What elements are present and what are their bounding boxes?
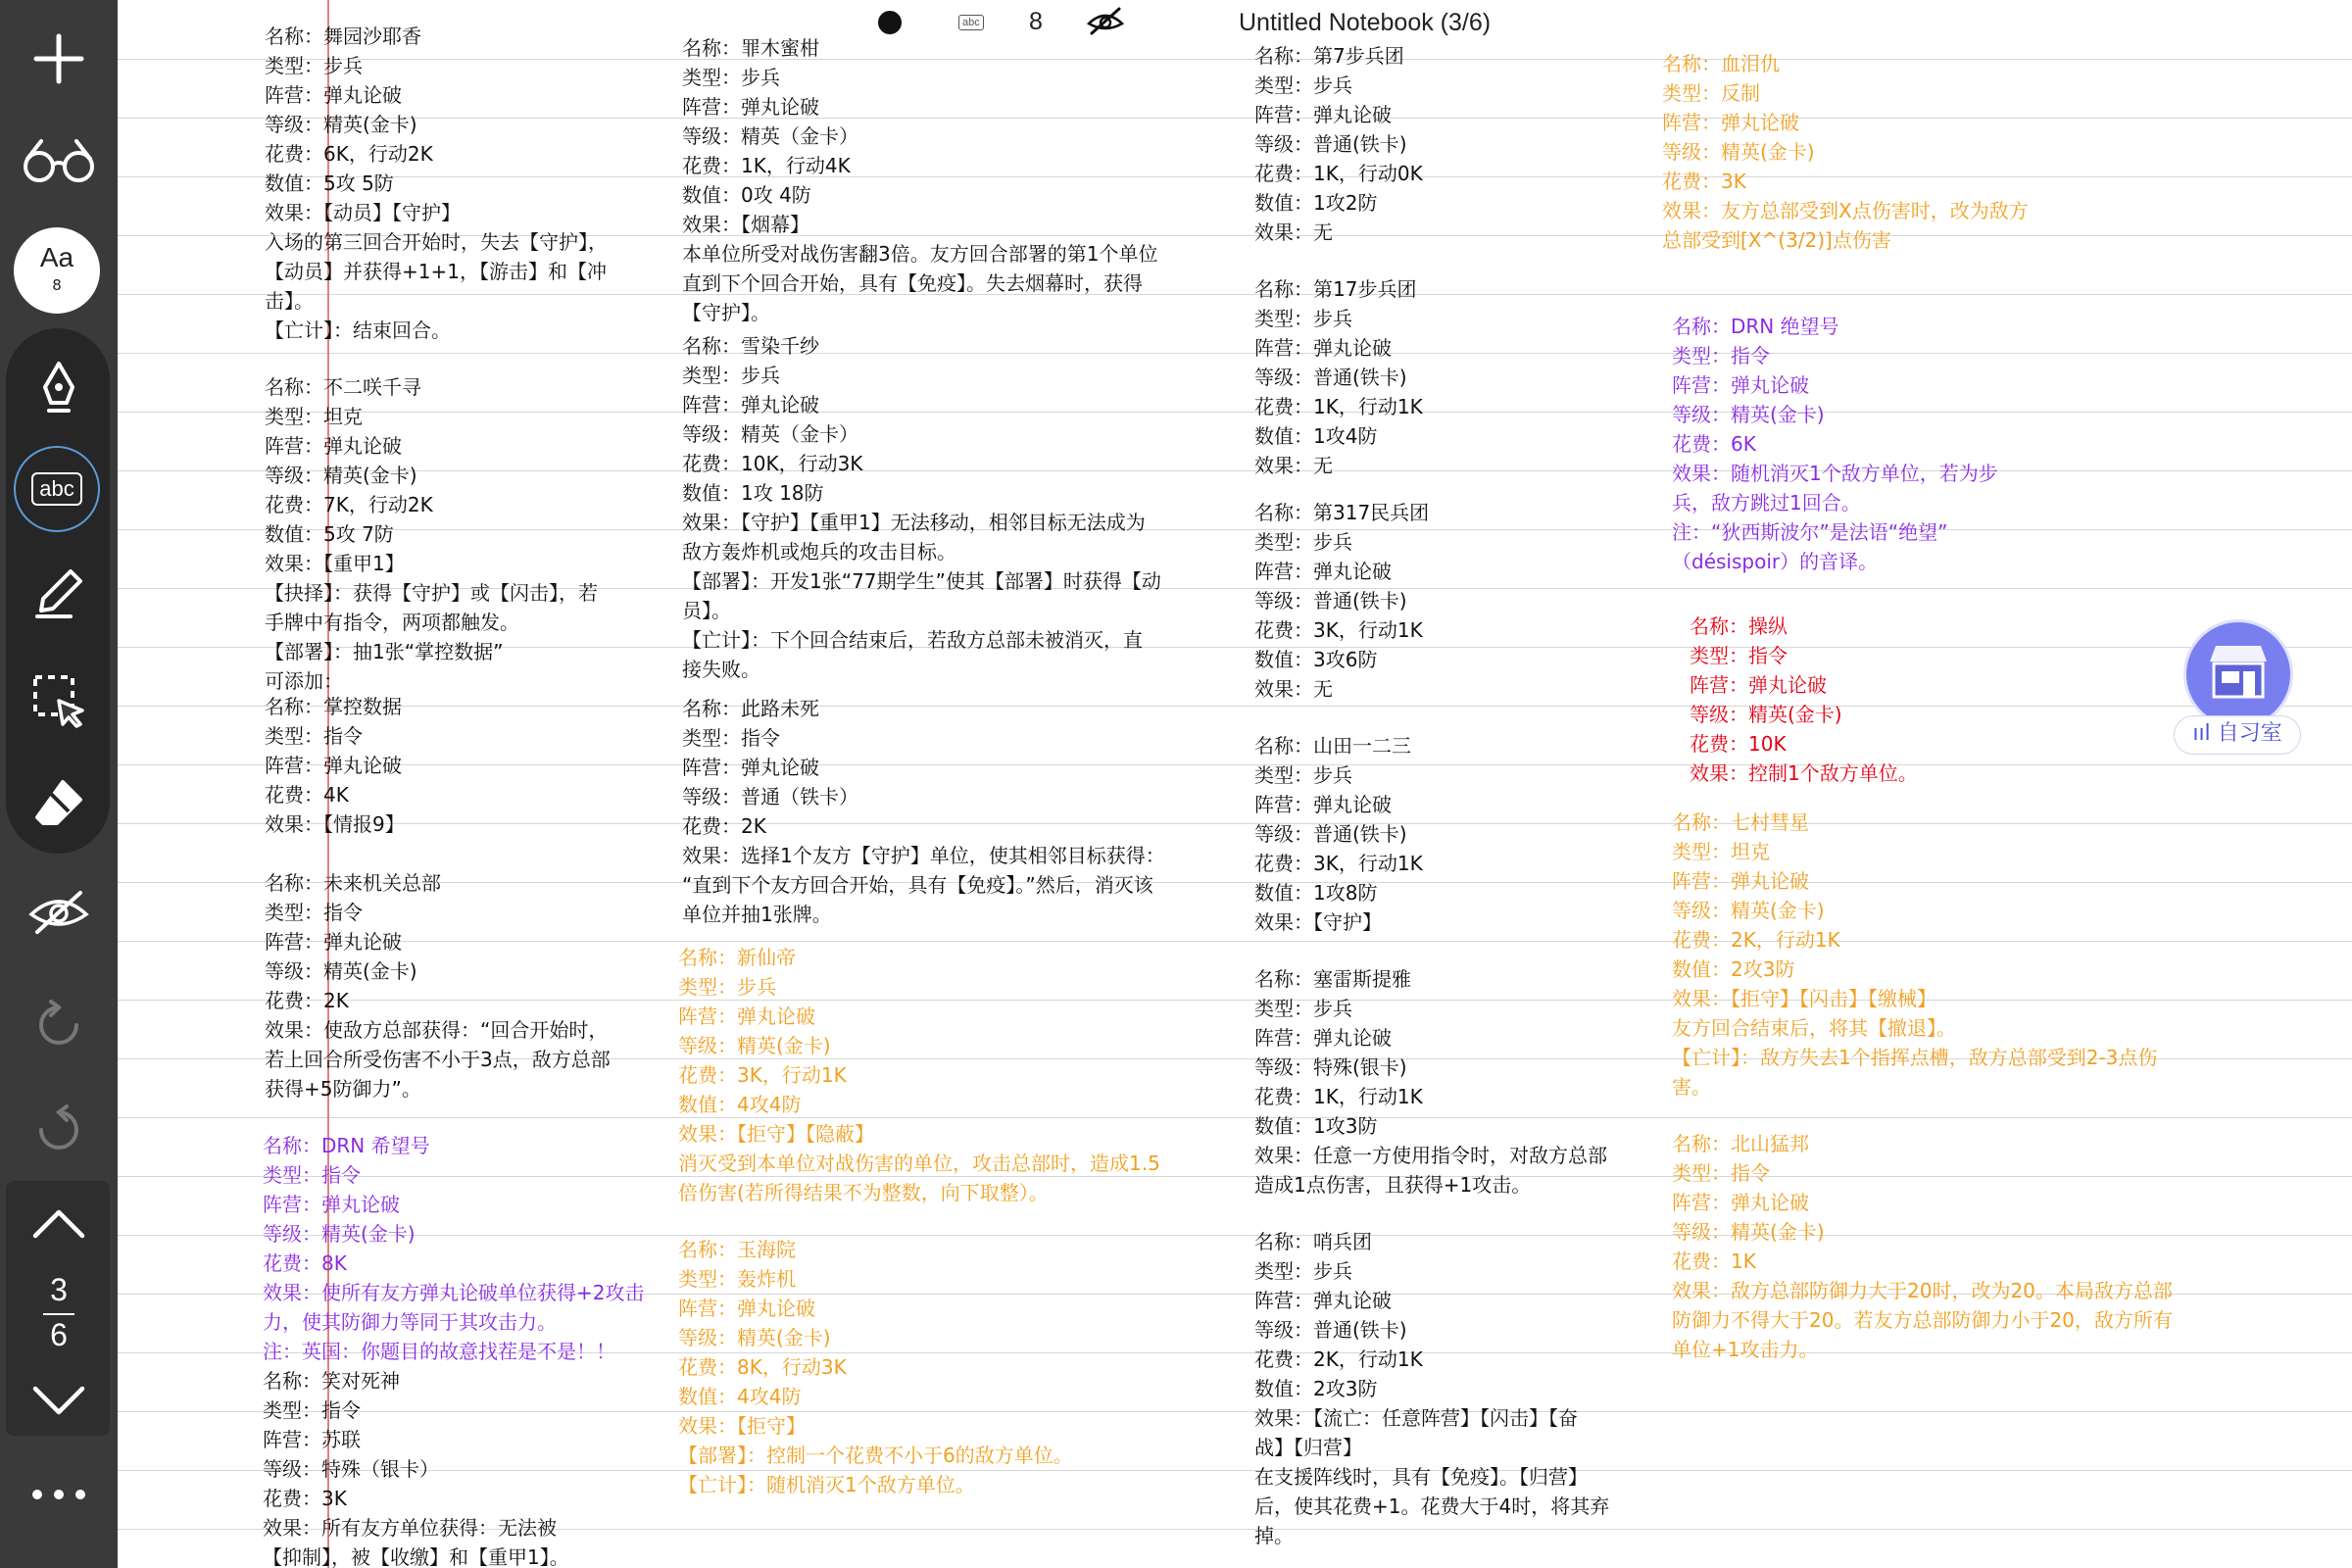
entry-line: 阵营：弹丸论破 [1672, 373, 1809, 397]
entry-line: 花费：3K [263, 1487, 347, 1510]
font-size-button[interactable] [14, 227, 100, 314]
entry-line: 【亡计】：敌方失去1个指挥点槽，敌方总部受到2-3点伤 [1672, 1046, 2158, 1069]
entry-line: 花费：1K，行动4K [682, 154, 851, 177]
entry-line: 名称：此路未死 [682, 697, 819, 720]
eraser-tool-button[interactable] [0, 769, 118, 838]
entry-line: 效果：无 [1254, 220, 1333, 244]
entry-line: 数值：2攻3防 [1672, 957, 1795, 981]
current-page-number: 3 [50, 1272, 68, 1307]
entry-line: 阵营：弹丸论破 [678, 1004, 815, 1028]
entry-line: 【抑制】，被【收缴】和【重甲1】。 [263, 1545, 569, 1568]
chevron-up-icon [31, 1206, 86, 1240]
entry-line: 效果：【流亡：任意阵营】【闪击】【奋 [1254, 1406, 1578, 1430]
entry-line: 效果：友方总部受到X点伤害时，改为敌方 [1662, 199, 2029, 222]
entry-line: 类型：步兵 [678, 975, 776, 999]
entry-line: 数值：1攻 18防 [682, 481, 824, 505]
entry-line: 效果：使敌方总部获得：“回合开始时， [265, 1018, 609, 1042]
ruled-line [118, 353, 2352, 354]
entry-line: 类型：指令 [263, 1163, 361, 1187]
entry-line: 名称：第317民兵团 [1254, 501, 1430, 524]
entry-line: 花费：1K，行动1K [1254, 1085, 1423, 1108]
entry-line: 名称：DRN 希望号 [263, 1134, 430, 1157]
entry-line: 效果：【拒守】【闪击】【缴械】 [1672, 987, 1936, 1010]
entry-line: 花费：3K [1662, 170, 1746, 193]
ruled-line [118, 706, 2352, 707]
entry-line: 阵营：弹丸论破 [265, 930, 402, 954]
entry-line: 阵营：弹丸论破 [682, 393, 819, 416]
eye-slash-icon [27, 887, 90, 936]
plus-icon [32, 32, 85, 85]
entry-line: 类型：指令 [263, 1398, 361, 1422]
entry-line: 效果：【守护】【重甲1】无法移动，相邻目标无法成为 [682, 511, 1146, 534]
entry-line: 花费：3K，行动1K [1254, 852, 1423, 875]
entry-line: 阵营：弹丸论破 [1254, 1289, 1392, 1312]
entry-line: 等级：精英(金卡) [1672, 403, 1825, 426]
entry-line: 名称：七村彗星 [1672, 810, 1809, 834]
entry-line: 名称：玉海院 [678, 1238, 796, 1261]
card-entry[interactable] [263, 1366, 569, 1568]
card-entry[interactable] [1254, 274, 1423, 480]
card-entry[interactable] [1254, 731, 1423, 937]
redo-button[interactable] [0, 1100, 118, 1158]
entry-line: 阵营：弹丸论破 [1672, 869, 1809, 893]
entry-line: 入场的第三回合开始时，失去【守护】， [265, 230, 608, 254]
entry-line: 单位+1攻击力。 [1672, 1338, 1819, 1361]
entry-line: 阵营：弹丸论破 [265, 754, 402, 777]
entry-line: 名称：未来机关总部 [265, 871, 441, 895]
entry-line: 数值：3攻6防 [1254, 648, 1378, 671]
entry-line: 名称：不二咲千寻 [265, 375, 421, 399]
entry-line: 友方回合结束后，将其【撤退】。 [1672, 1016, 1956, 1040]
entry-line: 阵营：弹丸论破 [1254, 1026, 1392, 1050]
entry-line: 效果：所有友方单位获得：无法被 [263, 1516, 557, 1540]
entry-line: 效果：控制1个敌方单位。 [1690, 761, 1918, 785]
entry-line: 名称：第17步兵团 [1254, 277, 1417, 301]
entry-line: 阵营：弹丸论破 [1254, 336, 1392, 360]
entry-line: （désispoir）的音译。 [1672, 550, 1879, 573]
redo-icon [37, 1104, 80, 1153]
entry-line: 单位并抽1张牌。 [682, 903, 832, 926]
page-count: 8 [1029, 8, 1043, 35]
record-icon[interactable] [878, 11, 902, 34]
study-room-label: ııl 自习室 [2174, 715, 2301, 755]
entry-line: 类型：步兵 [682, 66, 780, 89]
pen-nib-icon [37, 360, 80, 415]
entry-line: 阵营：弹丸论破 [1254, 560, 1392, 583]
entry-line: 花费：8K，行动3K [678, 1355, 847, 1379]
entry-line: 阵营：弹丸论破 [682, 756, 819, 779]
card-entry[interactable] [265, 692, 405, 839]
card-entry[interactable] [1254, 1227, 1609, 1550]
entry-line: 名称：山田一二三 [1254, 734, 1411, 758]
entry-line: 总部受到[X^(3/2)]点伤害 [1662, 228, 1891, 252]
entry-line: 阵营：苏联 [263, 1428, 361, 1451]
font-size-value: 8 [52, 276, 62, 294]
entry-line: 类型：步兵 [1254, 1259, 1352, 1283]
entry-line: 等级：精英(金卡) [265, 464, 417, 487]
entry-line: 阵营：弹丸论破 [682, 95, 819, 119]
card-entry[interactable] [1254, 41, 1423, 247]
entry-line: 若上回合所受伤害不小于3点，敌方总部 [265, 1048, 611, 1071]
total-page-number: 6 [50, 1317, 68, 1352]
entry-line: 花费：1K [1672, 1250, 1756, 1273]
entry-line: 名称：新仙帝 [678, 946, 796, 969]
entry-line: 类型：轰炸机 [678, 1267, 796, 1291]
entry-line: 名称：笑对死神 [263, 1369, 400, 1393]
more-options-button[interactable] [0, 1475, 118, 1514]
entry-line: 等级：精英(金卡) [263, 1222, 416, 1246]
entry-line: 害。 [1672, 1075, 1711, 1099]
card-entry[interactable] [678, 943, 1160, 1207]
entry-line: 效果：【烟幕】 [682, 213, 809, 236]
entry-line: 接失败。 [682, 658, 760, 681]
entry-line: 名称：塞雷斯提雅 [1254, 967, 1411, 991]
entry-line: 效果：选择1个友方【守护】单位，使其相邻目标获得： [682, 844, 1165, 867]
font-label: Aa [39, 242, 74, 272]
entry-line: 效果：【动员】【守护】 [265, 201, 461, 224]
entry-line: 类型：指令 [1672, 1161, 1770, 1185]
entry-line: 等级：特殊（银卡） [263, 1457, 439, 1481]
entry-line: 类型：反制 [1662, 81, 1760, 105]
entry-line: 花费：3K，行动1K [678, 1063, 847, 1087]
entry-line: 名称：罪木蜜柑 [682, 36, 819, 60]
entry-line: 类型：步兵 [1254, 530, 1352, 554]
entry-line: 直到下个回合开始，具有【免疫】。失去烟幕时，获得 [682, 271, 1143, 295]
entry-line: 数值：1攻8防 [1254, 881, 1378, 905]
entry-line: 类型：指令 [1690, 644, 1788, 667]
glasses-icon [20, 137, 98, 186]
lasso-select-button[interactable] [0, 666, 118, 735]
entry-line: 【动员】并获得+1+1，【游击】和【冲 [265, 260, 607, 283]
entry-line: 数值：1攻3防 [1254, 1114, 1378, 1138]
entry-line: 花费：2K [265, 989, 349, 1012]
entry-line: 花费：2K，行动1K [1672, 928, 1840, 952]
entry-line: 名称：操纵 [1690, 614, 1788, 638]
entry-line: 数值：0攻 4防 [682, 183, 811, 207]
page-divider [43, 1313, 74, 1315]
ruled-line [118, 1117, 2352, 1118]
entry-line: 花费：1K，行动0K [1254, 162, 1423, 185]
entry-line: 数值：5攻 7防 [265, 522, 394, 546]
entry-line: 阵营：弹丸论破 [1254, 793, 1392, 816]
entry-line: 员】。 [682, 599, 731, 622]
entry-line: 等级：精英(金卡) [1672, 1220, 1825, 1244]
entry-line: 等级：精英（金卡） [682, 124, 858, 148]
entry-line: 等级：精英（金卡） [682, 422, 858, 446]
entry-line: 阵营：弹丸论破 [678, 1297, 815, 1320]
entry-line: 数值：4攻4防 [678, 1385, 802, 1408]
entry-line: 可添加： [265, 669, 343, 693]
entry-line: 阵营：弹丸论破 [1662, 111, 1799, 134]
study-room-icon [2183, 619, 2293, 729]
undo-button[interactable] [0, 995, 118, 1054]
entry-line: 等级：特殊(银卡) [1254, 1055, 1407, 1079]
entry-line: 消灭受到本单位对战伤害的单位，攻击总部时，造成1.5 [678, 1152, 1160, 1175]
view-mode-button[interactable] [0, 132, 118, 191]
card-entry[interactable] [263, 1131, 644, 1366]
card-entry[interactable] [1662, 49, 2029, 255]
card-entry[interactable] [682, 331, 1161, 684]
entry-line: 【亡计】：结束回合。 [265, 318, 451, 342]
card-entry[interactable] [1254, 498, 1429, 704]
notebook-page[interactable] [118, 0, 2352, 1568]
entry-line: 效果：任意一方使用指令时，对敌方总部 [1254, 1144, 1607, 1167]
notebook-title: Untitled Notebook (3/6) [1239, 9, 1492, 36]
eraser-icon [31, 776, 86, 831]
entry-line: 阵营：弹丸论破 [263, 1193, 400, 1216]
entry-line: 【守护】。 [682, 301, 770, 324]
entry-line: 花费：3K，行动1K [1254, 618, 1423, 642]
entry-line: 注：“狄西斯波尔”是法语“绝望” [1672, 520, 1948, 544]
entry-line: 阵营：弹丸论破 [265, 83, 402, 107]
entry-line: 阵营：弹丸论破 [265, 434, 402, 458]
entry-line: 类型：步兵 [265, 54, 363, 77]
text-tool-label: abc [31, 472, 81, 506]
entry-line: 【亡计】：随机消灭1个敌方单位。 [678, 1473, 975, 1496]
card-entry[interactable] [682, 694, 1165, 929]
entry-line: 名称：哨兵团 [1254, 1230, 1372, 1253]
entry-line: 花费：8K [263, 1251, 347, 1275]
entry-line: 效果：无 [1254, 677, 1333, 701]
card-entry[interactable] [678, 1235, 1073, 1499]
card-entry[interactable] [682, 33, 1157, 327]
entry-line: 等级：普通(铁卡) [1254, 589, 1407, 612]
entry-line: 类型：坦克 [265, 405, 363, 428]
entry-line: 效果：随机消灭1个敌方单位，若为步 [1672, 462, 1998, 485]
entry-line: 数值：2攻3防 [1254, 1377, 1378, 1400]
entry-line: 名称：DRN 绝望号 [1672, 315, 1839, 338]
entry-line: 数值：1攻2防 [1254, 191, 1378, 215]
entry-line: 类型：步兵 [1254, 307, 1352, 330]
entry-line: 类型：指令 [265, 901, 363, 924]
entry-line: 名称：掌控数据 [265, 695, 402, 718]
card-entry[interactable] [1254, 964, 1607, 1200]
entry-line: 花费：2K，行动1K [1254, 1348, 1423, 1371]
entry-line: 花费：10K [1690, 732, 1787, 756]
entry-line: 花费：6K，行动2K [265, 142, 433, 166]
entry-line: 名称：舞园沙耶香 [265, 24, 421, 48]
entry-line: 类型：步兵 [1254, 997, 1352, 1020]
entry-line: 【部署】：开发1张“77期学生”使其【部署】时获得【动 [682, 569, 1161, 593]
entry-line: 数值：1攻4防 [1254, 424, 1378, 448]
entry-line: 等级：普通(铁卡) [1254, 366, 1407, 389]
entry-line: 【部署】：抽1张“掌控数据” [265, 640, 504, 663]
entry-line: 花费：6K [1672, 432, 1756, 456]
add-page-button[interactable] [0, 29, 118, 88]
entry-line: 等级：精英(金卡) [265, 113, 417, 136]
entry-line: 【部署】：控制一个花费不小于6的敌方单位。 [678, 1444, 1073, 1467]
entry-line: 效果：【拒守】【隐蔽】 [678, 1122, 874, 1146]
entry-line: 等级：普通(铁卡) [1254, 822, 1407, 846]
entry-line: 效果：【重甲1】 [265, 552, 405, 575]
undo-icon [37, 1000, 80, 1049]
entry-line: 花费：2K [682, 814, 766, 838]
entry-line: 敌方轰炸机或炮兵的攻击目标。 [682, 540, 956, 564]
entry-line: 【亡计】：下个回合结束后，若敌方总部未被消灭，直 [682, 628, 1143, 652]
entry-line: 花费：1K，行动1K [1254, 395, 1423, 418]
card-entry[interactable] [1672, 1129, 2173, 1364]
hide-annotations-button[interactable] [0, 882, 118, 941]
entry-line: 战】【归营】 [1254, 1436, 1362, 1459]
highlighter-icon [31, 565, 86, 620]
entry-line: 名称：雪染千纱 [682, 334, 819, 358]
entry-line: 效果：【情报9】 [265, 812, 405, 836]
entry-line: 效果：【拒守】 [678, 1414, 806, 1438]
entry-line: 力，使其防御力等同于其攻击力。 [263, 1310, 557, 1334]
entry-line: 等级：精英(金卡) [1672, 899, 1825, 922]
entry-line: 获得+5防御力”。 [265, 1077, 421, 1101]
entry-line: 防御力不得大于20。若友方总部防御力小于20，敌方所有 [1672, 1308, 2173, 1332]
entry-line: 等级：精英(金卡) [678, 1326, 831, 1349]
entry-line: 【抉择】：获得【守护】或【闪击】，若 [265, 581, 598, 605]
entry-line: 击】。 [265, 289, 314, 313]
entry-line: 注：英国：你题目的故意找茬是不是！！ [263, 1340, 615, 1363]
entry-line: 手牌中有指令，两项都触发。 [265, 611, 519, 634]
entry-line: 效果：无 [1254, 454, 1333, 477]
entry-line: 名称：血泪仇 [1662, 52, 1780, 75]
ruled-line [118, 764, 2352, 765]
entry-line: 类型：步兵 [1254, 74, 1352, 97]
left-toolbar [0, 0, 118, 1568]
entry-line: 兵，敌方跳过1回合。 [1672, 491, 1861, 514]
entry-line: 等级：普通(铁卡) [1254, 1318, 1407, 1342]
entry-line: 花费：7K，行动2K [265, 493, 433, 516]
entry-line: 效果：敌方总部防御力大于20时，改为20。本局敌方总部 [1672, 1279, 2173, 1302]
card-entry[interactable] [1672, 808, 2157, 1102]
entry-line: 花费：4K [265, 783, 349, 807]
entry-line: 等级：普通（铁卡） [682, 785, 858, 808]
entry-line: 类型：坦克 [1672, 840, 1770, 863]
entry-line: 阵营：弹丸论破 [1254, 103, 1392, 126]
entry-line: 类型：指令 [1672, 344, 1770, 368]
entry-line: “直到下个友方回合开始，具有【免疫】。”然后，消灭该 [682, 873, 1153, 897]
study-room-widget[interactable] [2174, 619, 2301, 764]
card-entry[interactable] [1690, 612, 1918, 788]
entry-line: 数值：5攻 5防 [265, 172, 394, 195]
pen-tool-button[interactable] [0, 353, 118, 421]
card-entry[interactable] [1672, 312, 1998, 576]
entry-line: 在支援阵线时，具有【免疫】。【归营】 [1254, 1465, 1588, 1489]
entry-line: 等级：普通(铁卡) [1254, 132, 1407, 156]
entry-line: 等级：精英(金卡) [678, 1034, 831, 1057]
entry-line: 花费：10K，行动3K [682, 452, 863, 475]
card-entry[interactable] [265, 22, 608, 345]
previous-page-button[interactable] [0, 1194, 118, 1252]
next-page-button[interactable] [0, 1372, 118, 1431]
entry-line: 本单位所受对战伤害翻3倍。友方回合部署的第1个单位 [682, 242, 1158, 266]
entry-line: 阵营：弹丸论破 [1672, 1191, 1809, 1214]
entry-line: 阵营：弹丸论破 [1690, 673, 1827, 697]
entry-line: 类型：指令 [682, 726, 780, 750]
selection-icon [29, 671, 88, 730]
entry-line: 造成1点伤害，且获得+1攻击。 [1254, 1173, 1532, 1197]
entry-line: 名称：北山猛邦 [1672, 1132, 1809, 1155]
text-tool-button[interactable] [14, 446, 100, 532]
entry-line: 效果：【守护】 [1254, 910, 1382, 934]
ellipsis-icon [29, 1489, 88, 1500]
entry-line: 名称：第7步兵团 [1254, 44, 1404, 68]
entry-line: 后，使其花费+1。花费大于4时，将其弃 [1254, 1494, 1610, 1518]
entry-line: 数值：4攻4防 [678, 1093, 802, 1116]
entry-line: 等级：精英(金卡) [1690, 703, 1842, 726]
entry-line: 掉。 [1254, 1524, 1294, 1547]
entry-line: 类型：步兵 [1254, 763, 1352, 787]
entry-line: 效果：使所有友方弹丸论破单位获得+2攻击 [263, 1281, 645, 1304]
text-mode-badge: abc [958, 15, 984, 30]
card-entry[interactable] [265, 868, 611, 1103]
entry-line: 类型：步兵 [682, 364, 780, 387]
entry-line: 等级：精英(金卡) [265, 959, 417, 983]
highlighter-tool-button[interactable] [0, 559, 118, 627]
entry-line: 类型：指令 [265, 724, 363, 748]
chevron-down-icon [31, 1385, 86, 1418]
card-entry[interactable] [265, 372, 598, 696]
entry-line: 倍伤害(若所得结果不为整数，向下取整）。 [678, 1181, 1049, 1204]
entry-line: 等级：精英(金卡) [1662, 140, 1815, 164]
